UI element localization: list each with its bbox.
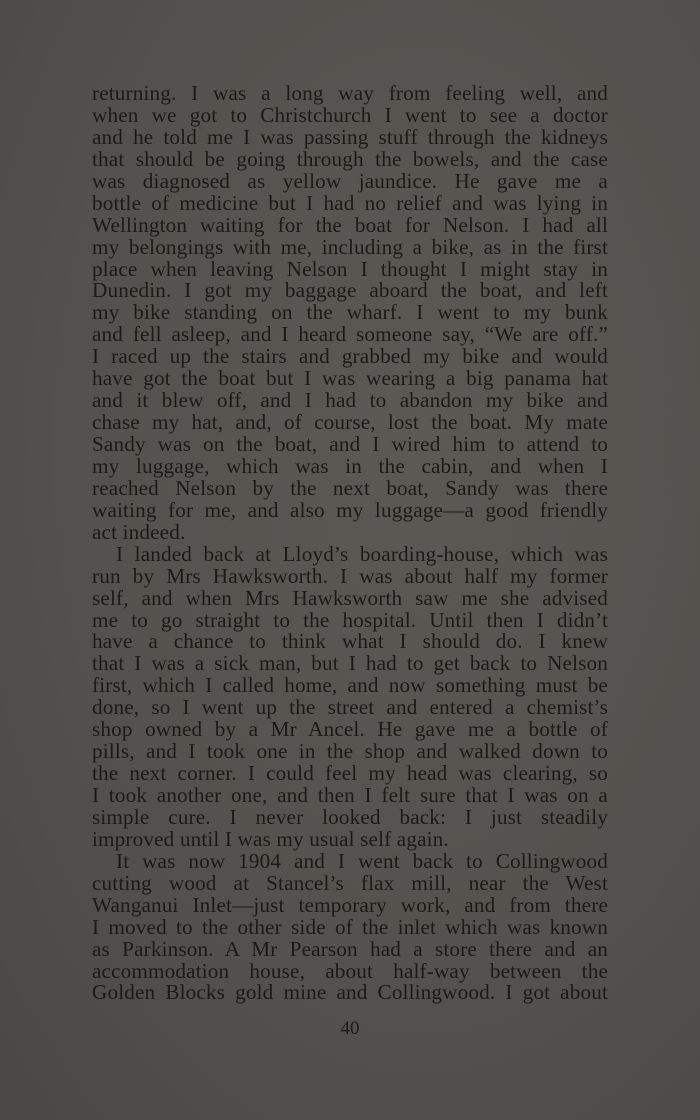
text-line: have a chance to think what I should do. I knew [92, 629, 608, 654]
text-line: Wellington waiting for the boat for Nelson. I had all [92, 212, 608, 237]
text-line: the next corner. I could feel my head was clearing, so [92, 761, 608, 786]
text-line: my luggage, which was in the cabin, and when I [92, 453, 608, 478]
text-line: It was now 1904 and I went back to Collingwood [116, 848, 608, 873]
text-line: shop owned by a Mr Ancel. He gave me a bottle of [92, 717, 608, 742]
text-line: I raced up the stairs and grabbed my bike and would [92, 344, 608, 369]
text-line: done, so I went up the street and entered a chemist’s [92, 695, 608, 720]
text-line: accommodation house, about half-way between the [92, 958, 608, 983]
text-line: my bike standing on the wharf. I went to my bunk [92, 300, 608, 325]
text-line: chase my hat, and, of course, lost the boat. My mate [92, 410, 608, 435]
text-line: first, which I called home, and now something must be [92, 673, 608, 698]
text-line: Wanganui Inlet—just temporary work, and from there [92, 892, 608, 917]
text-line: my belongings with me, including a bike, as in the first [92, 234, 608, 259]
text-line: and it blew off, and I had to abandon my bike and [92, 388, 608, 413]
text-line: that should be going through the bowels, and the case [92, 146, 608, 171]
text-line: waiting for me, and also my luggage—a good friendly [92, 497, 608, 522]
text-line: improved until I was my usual self again. [92, 826, 449, 851]
text-line: have got the boat but I was wearing a big panama hat [92, 366, 608, 391]
text-line: when we got to Christchurch I went to see a doctor [92, 102, 608, 127]
text-line: I took another one, and then I felt sure that I was on a [92, 783, 608, 807]
text-line: and he told me I was passing stuff through the kidneys [92, 124, 608, 149]
body-text [92, 83, 608, 1004]
page-number: 40 [340, 1018, 360, 1039]
text-line: simple cure. I never looked back: I just steadily [92, 804, 608, 829]
text-line: me to go straight to the hospital. Until then I didn’t [92, 607, 608, 632]
text-line: bottle of medicine but I had no relief and was lying in [92, 190, 608, 215]
text-line: and fell asleep, and I heard someone say, “We are off.” [92, 322, 608, 347]
text-line: self, and when Mrs Hawksworth saw me she advised [92, 585, 608, 610]
text-line: Sandy was on the boat, and I wired him to attend to [92, 432, 608, 456]
text-line: place when leaving Nelson I thought I might stay in [92, 256, 608, 281]
text-line: I moved to the other side of the inlet which was known [92, 914, 608, 939]
text-line: reached Nelson by the next boat, Sandy was there [92, 475, 608, 500]
text-line: returning. I was a long way from feeling well, and [92, 81, 608, 105]
text-line: Dunedin. I got my baggage aboard the boat, and left [92, 278, 608, 303]
text-line: pills, and I took one in the shop and walked down to [92, 739, 608, 764]
text-line: Golden Blocks gold mine and Collingwood. I got about [92, 980, 608, 1005]
text-line: as Parkinson. A Mr Pearson had a store there and an [92, 936, 608, 961]
text-line: cutting wood at Stancel’s flax mill, near the West [92, 870, 608, 895]
text-line: was diagnosed as yellow jaundice. He gave me a [92, 168, 608, 193]
text-line: act indeed. [92, 519, 186, 544]
text-line: that I was a sick man, but I had to get back to Nelson [92, 651, 608, 676]
text-line: I landed back at Lloyd’s boarding-house, which was [116, 541, 608, 566]
text-line: run by Mrs Hawksworth. I was about half my former [92, 563, 608, 588]
